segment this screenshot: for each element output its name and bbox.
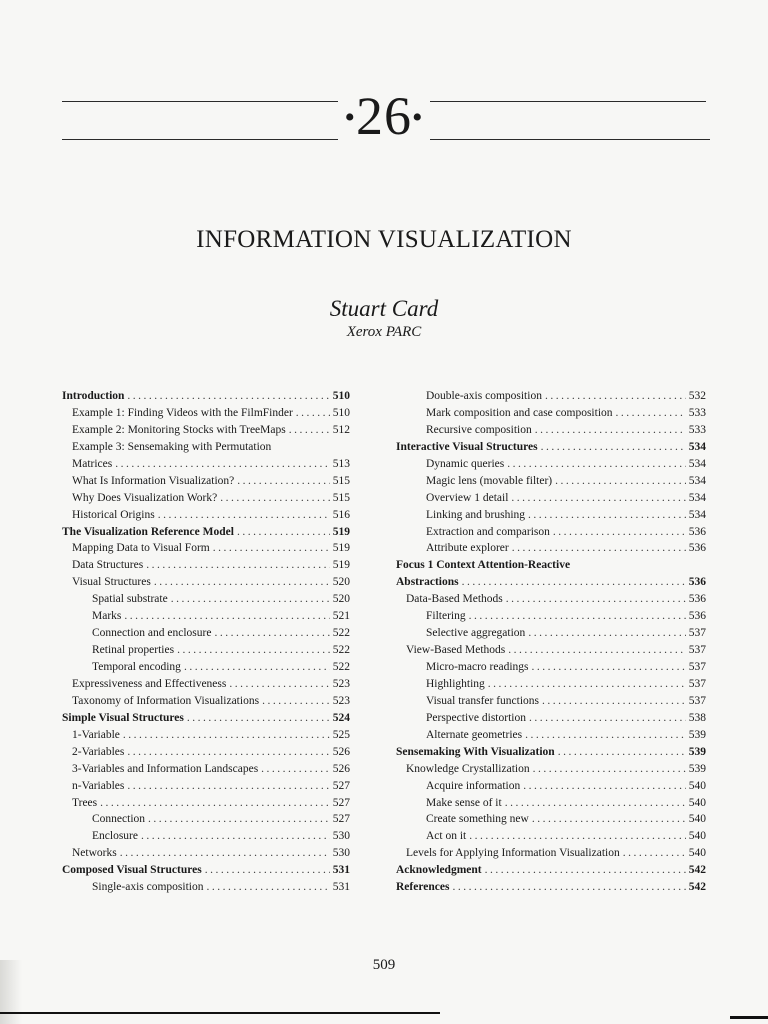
toc-entry [396,422,706,439]
toc-entry-title: Spatial substrate [92,593,168,606]
toc-entry-title: Mark composition and case composition [426,406,613,419]
toc-entry-title: Single-axis composition [92,881,204,894]
toc-entry-page: 526 [332,762,350,775]
toc-entry [62,490,350,507]
toc-leader-dots [214,625,329,642]
toc-entry-title: Focus 1 Context Attention-Reactive [396,559,571,572]
author-affiliation: Xerox PARC [346,324,422,340]
toc-leader-dots [237,473,329,490]
toc-leader-dots [525,727,686,744]
toc-leader-dots [532,811,686,828]
toc-entry-title: View-Based Methods [406,644,506,657]
toc-entry [62,439,350,456]
toc-entry-title: What Is Information Visualization? [72,474,235,487]
toc-entry-title: Selective aggregation [426,627,526,640]
toc-entry-page: 533 [688,423,706,436]
toc-leader-dots [542,693,686,710]
toc-entry [62,879,350,896]
toc-entry [396,524,706,541]
toc-entry-page: 532 [688,390,706,402]
toc-entry-page: 523 [332,677,350,690]
toc-entry-page: 524 [332,711,350,724]
toc-leader-dots [154,574,330,591]
toc-entry [62,456,350,473]
toc-entry [396,879,706,896]
toc-entry-page: 534 [688,440,706,453]
toc-entry-page: 539 [688,762,706,775]
toc-entry-page: 530 [332,830,350,843]
toc-entry [62,659,350,676]
toc-entry [396,744,706,761]
toc-entry-title: Data-Based Methods [406,593,503,606]
toc-entry-title: Levels for Applying Information Visualization [406,847,620,860]
toc-entry-page: 523 [332,694,350,707]
toc-entry-page: 527 [332,813,350,826]
toc-entry-page: 536 [688,525,706,538]
toc-leader-dots [206,879,329,896]
toc-entry [396,727,706,744]
toc-entry [396,405,706,422]
toc-entry-page: 539 [688,745,706,758]
toc-entry-title: 1-Variable [72,728,120,741]
toc-entry-page: 527 [332,779,350,792]
toc-entry [62,557,350,574]
toc-entry-page: 519 [332,525,350,538]
toc-entry [396,507,706,524]
toc-entry-page: 542 [688,864,706,877]
toc-entry-page: 540 [688,796,706,809]
toc-entry-page: 534 [688,457,706,470]
toc-entry-page: 534 [688,491,706,504]
toc-entry [62,507,350,524]
toc-leader-dots [127,778,329,795]
toc-entry-title: Visual transfer functions [426,694,540,707]
toc-leader-dots [485,862,686,879]
toc-entry [396,778,706,795]
toc-entry [62,591,350,608]
toc-entry-title: n-Variables [72,779,125,792]
toc-leader-dots [171,591,330,608]
author-name: Stuart Card [329,296,439,321]
toc-leader-dots [545,388,686,405]
toc-entry-title: 3-Variables and Information Landscapes [72,762,259,775]
toc-leader-dots [141,828,330,845]
toc-entry-page: 536 [688,576,706,589]
toc-entry-title: Acknowledgment [396,864,482,877]
toc-entry-page: 542 [688,881,706,894]
toc-entry-title: Make sense of it [426,796,502,809]
toc-leader-dots [541,439,686,456]
toc-entry-title: Double-axis composition [426,390,542,402]
toc-leader-dots [469,828,686,845]
toc-leader-dots [146,557,330,574]
chapter-number [0,86,768,152]
toc-entry [62,625,350,642]
toc-entry-page: 512 [332,423,350,436]
toc-entry-page: 537 [688,661,706,673]
toc-entry-page: 536 [688,593,706,606]
toc-entry-page: 531 [332,881,350,894]
toc-entry [62,524,350,541]
toc-leader-dots [229,676,329,693]
toc-entry-page: 531 [332,864,350,877]
toc-left-column [62,388,350,896]
toc-leader-dots [469,608,686,625]
toc-leader-dots [123,727,330,744]
page-number: 509 [372,957,396,973]
toc-leader-dots [528,625,685,642]
toc-entry-page: 540 [688,830,706,843]
toc-entry [62,388,350,405]
toc-entry-title: Abstractions [396,576,459,589]
toc-entry-title: Mapping Data to Visual Form [72,542,210,555]
toc-leader-dots [296,405,330,422]
toc-entry-title: Trees [72,796,98,809]
toc-entry [396,761,706,778]
toc-entry-page: 519 [332,542,350,555]
toc-entry-page: 536 [688,542,706,555]
toc-entry-title: Filtering [426,610,466,623]
toc-leader-dots [529,710,686,727]
toc-entry [62,862,350,879]
toc-entry-title: Networks [72,847,117,860]
toc-entry [62,710,350,727]
toc-leader-dots [523,778,686,795]
toc-entry [62,473,350,490]
toc-leader-dots [462,574,686,591]
toc-entry [396,676,706,693]
toc-entry [62,540,350,557]
toc-entry-page: 513 [332,457,350,470]
chapter-number-value: 26 [356,86,412,146]
toc-entry-title: 2-Variables [72,745,125,758]
toc-entry-title: Interactive Visual Structures [396,440,538,453]
toc-entry [396,828,706,845]
toc-right-column [396,388,706,896]
toc-leader-dots [184,659,330,676]
toc-leader-dots [507,456,686,473]
toc-entry [396,591,706,608]
toc-leader-dots [148,811,330,828]
toc-leader-dots [555,473,686,490]
toc-entry-title: Alternate geometries [426,728,523,741]
toc-entry [396,388,706,405]
toc-entry-title: Temporal encoding [92,661,181,673]
scan-artifact-mark [730,1016,768,1019]
toc-entry-page: 539 [688,728,706,741]
toc-entry-page: 540 [688,813,706,826]
toc-entry [62,795,350,812]
bullet-icon: • [344,100,356,134]
toc-leader-dots [237,524,330,541]
toc-entry-page: 520 [332,593,350,606]
toc-entry-page: 519 [332,559,350,572]
toc-leader-dots [505,795,686,812]
toc-entry [396,490,706,507]
toc-leader-dots [535,422,686,439]
toc-entry-page: 510 [332,390,350,402]
toc-entry-page: 537 [688,694,706,707]
toc-entry-page: 537 [688,677,706,690]
toc-entry [396,557,706,574]
toc-entry [62,422,350,439]
toc-entry-page: 522 [332,661,350,673]
toc-entry-title: Overview 1 detail [426,491,509,504]
toc-entry-title: Example 1: Finding Videos with the FilmFinder [72,406,293,419]
toc-entry [62,642,350,659]
toc-leader-dots [616,405,686,422]
toc-entry [396,659,706,676]
toc-leader-dots [532,659,686,676]
toc-entry-title: Composed Visual Structures [62,864,202,877]
toc-entry-page: 522 [332,644,350,657]
toc-entry [396,439,706,456]
toc-leader-dots [528,507,686,524]
toc-leader-dots [127,388,329,405]
toc-entry-page: 540 [688,779,706,792]
toc-entry [396,642,706,659]
toc-entry-title: Create something new [426,813,529,826]
toc-leader-dots [511,490,685,507]
toc-entry-title: Acquire information [426,779,521,792]
toc-leader-dots [177,642,330,659]
toc-entry [396,693,706,710]
toc-entry-title: Linking and brushing [426,508,526,521]
toc-leader-dots [262,693,330,710]
toc-entry-title: References [396,881,450,894]
toc-entry [396,845,706,862]
toc-entry [62,778,350,795]
toc-leader-dots [187,710,330,727]
toc-entry-title: Act on it [426,830,467,843]
toc-entry-title: Micro-macro readings [426,661,529,673]
toc-leader-dots [127,744,329,761]
toc-leader-dots [553,524,686,541]
toc-entry [62,405,350,422]
toc-leader-dots [488,676,686,693]
toc-leader-dots [205,862,330,879]
toc-entry [62,693,350,710]
toc-entry-title: Recursive composition [426,423,532,436]
toc-leader-dots [508,642,685,659]
scan-artifact-line [0,1012,440,1014]
toc-leader-dots [533,761,686,778]
toc-entry-title: Example 2: Monitoring Stocks with TreeMaps [72,423,286,436]
toc-leader-dots [220,490,330,507]
toc-entry-page: 534 [688,474,706,487]
toc-entry [396,456,706,473]
toc-entry-title: Extraction and comparison [426,525,550,538]
toc-entry [396,811,706,828]
toc-entry-page: 516 [332,508,350,521]
toc-entry-page: 527 [332,796,350,809]
toc-entry [62,608,350,625]
toc-entry [62,676,350,693]
toc-entry-title: Taxonomy of Information Visualizations [72,694,260,707]
toc-leader-dots [289,422,330,439]
toc-entry [62,761,350,778]
toc-entry [396,710,706,727]
toc-entry-page: 525 [332,728,350,741]
toc-entry-title: Introduction [62,390,125,402]
toc-entry-title: Visual Structures [72,576,151,589]
toc-leader-dots [558,744,686,761]
toc-entry-title: Data Structures [72,559,144,572]
toc-entry-page: 538 [688,711,706,724]
toc-entry-title: Connection and enclosure [92,627,212,640]
toc-entry-page: 537 [688,644,706,657]
toc-entry [62,574,350,591]
toc-entry-title: Perspective distortion [426,711,526,724]
toc-entry-title: Attribute explorer [426,542,509,555]
toc-entry-title: Example 3: Sensemaking with Permutation [72,440,272,453]
toc-leader-dots [100,795,330,812]
toc-leader-dots [124,608,329,625]
toc-entry-title: Expressiveness and Effectiveness [72,677,227,690]
toc-entry-page: 533 [688,406,706,419]
toc-entry-title: Knowledge Crystallization [406,762,530,775]
toc-entry-title: Simple Visual Structures [62,711,184,724]
toc-entry-title: The Visualization Reference Model [62,525,234,538]
toc-entry-page: 510 [332,406,350,419]
toc-entry [396,608,706,625]
toc-entry [62,828,350,845]
toc-leader-dots [506,591,686,608]
toc-leader-dots [213,540,330,557]
toc-entry [62,744,350,761]
toc-leader-dots [261,761,330,778]
toc-entry-page: 534 [688,508,706,521]
toc-entry-page: 515 [332,491,350,504]
toc-entry-page: 522 [332,627,350,640]
toc-entry [396,795,706,812]
toc-entry-page: 515 [332,474,350,487]
toc-leader-dots [158,507,330,524]
toc-entry-title: Historical Origins [72,508,155,521]
bullet-icon: • [412,100,424,134]
chapter-title: INFORMATION VISUALIZATION [196,226,572,253]
toc-leader-dots [623,845,686,862]
toc-entry [62,845,350,862]
toc-leader-dots [120,845,330,862]
toc-entry-page: 520 [332,576,350,589]
toc-entry-title: Retinal properties [92,644,175,657]
toc-leader-dots [452,879,685,896]
toc-entry-page: 536 [688,610,706,623]
toc-entry-title: Connection [92,813,146,826]
toc-entry-page: 521 [332,610,350,623]
toc-entry [62,811,350,828]
toc-entry [396,862,706,879]
toc-entry-page: 530 [332,847,350,860]
toc-entry-title: Enclosure [92,830,138,843]
toc-entry-page: 537 [688,627,706,640]
toc-entry [396,574,706,591]
toc-entry [396,625,706,642]
toc-entry-title: Highlighting [426,677,485,690]
toc-entry [62,727,350,744]
toc-entry-title: Dynamic queries [426,457,505,470]
toc-entry [396,473,706,490]
toc-entry-title: Sensemaking With Visualization [396,745,555,758]
toc-entry [396,540,706,557]
toc-leader-dots [115,456,330,473]
toc-entry-title: Why Does Visualization Work? [72,491,218,504]
toc-leader-dots [512,540,686,557]
toc-entry-title: Matrices [72,457,113,470]
toc-entry-page: 526 [332,745,350,758]
toc-entry-title: Marks [92,610,122,623]
toc-entry-title: Magic lens (movable filter) [426,474,553,487]
toc-entry-page: 540 [688,847,706,860]
